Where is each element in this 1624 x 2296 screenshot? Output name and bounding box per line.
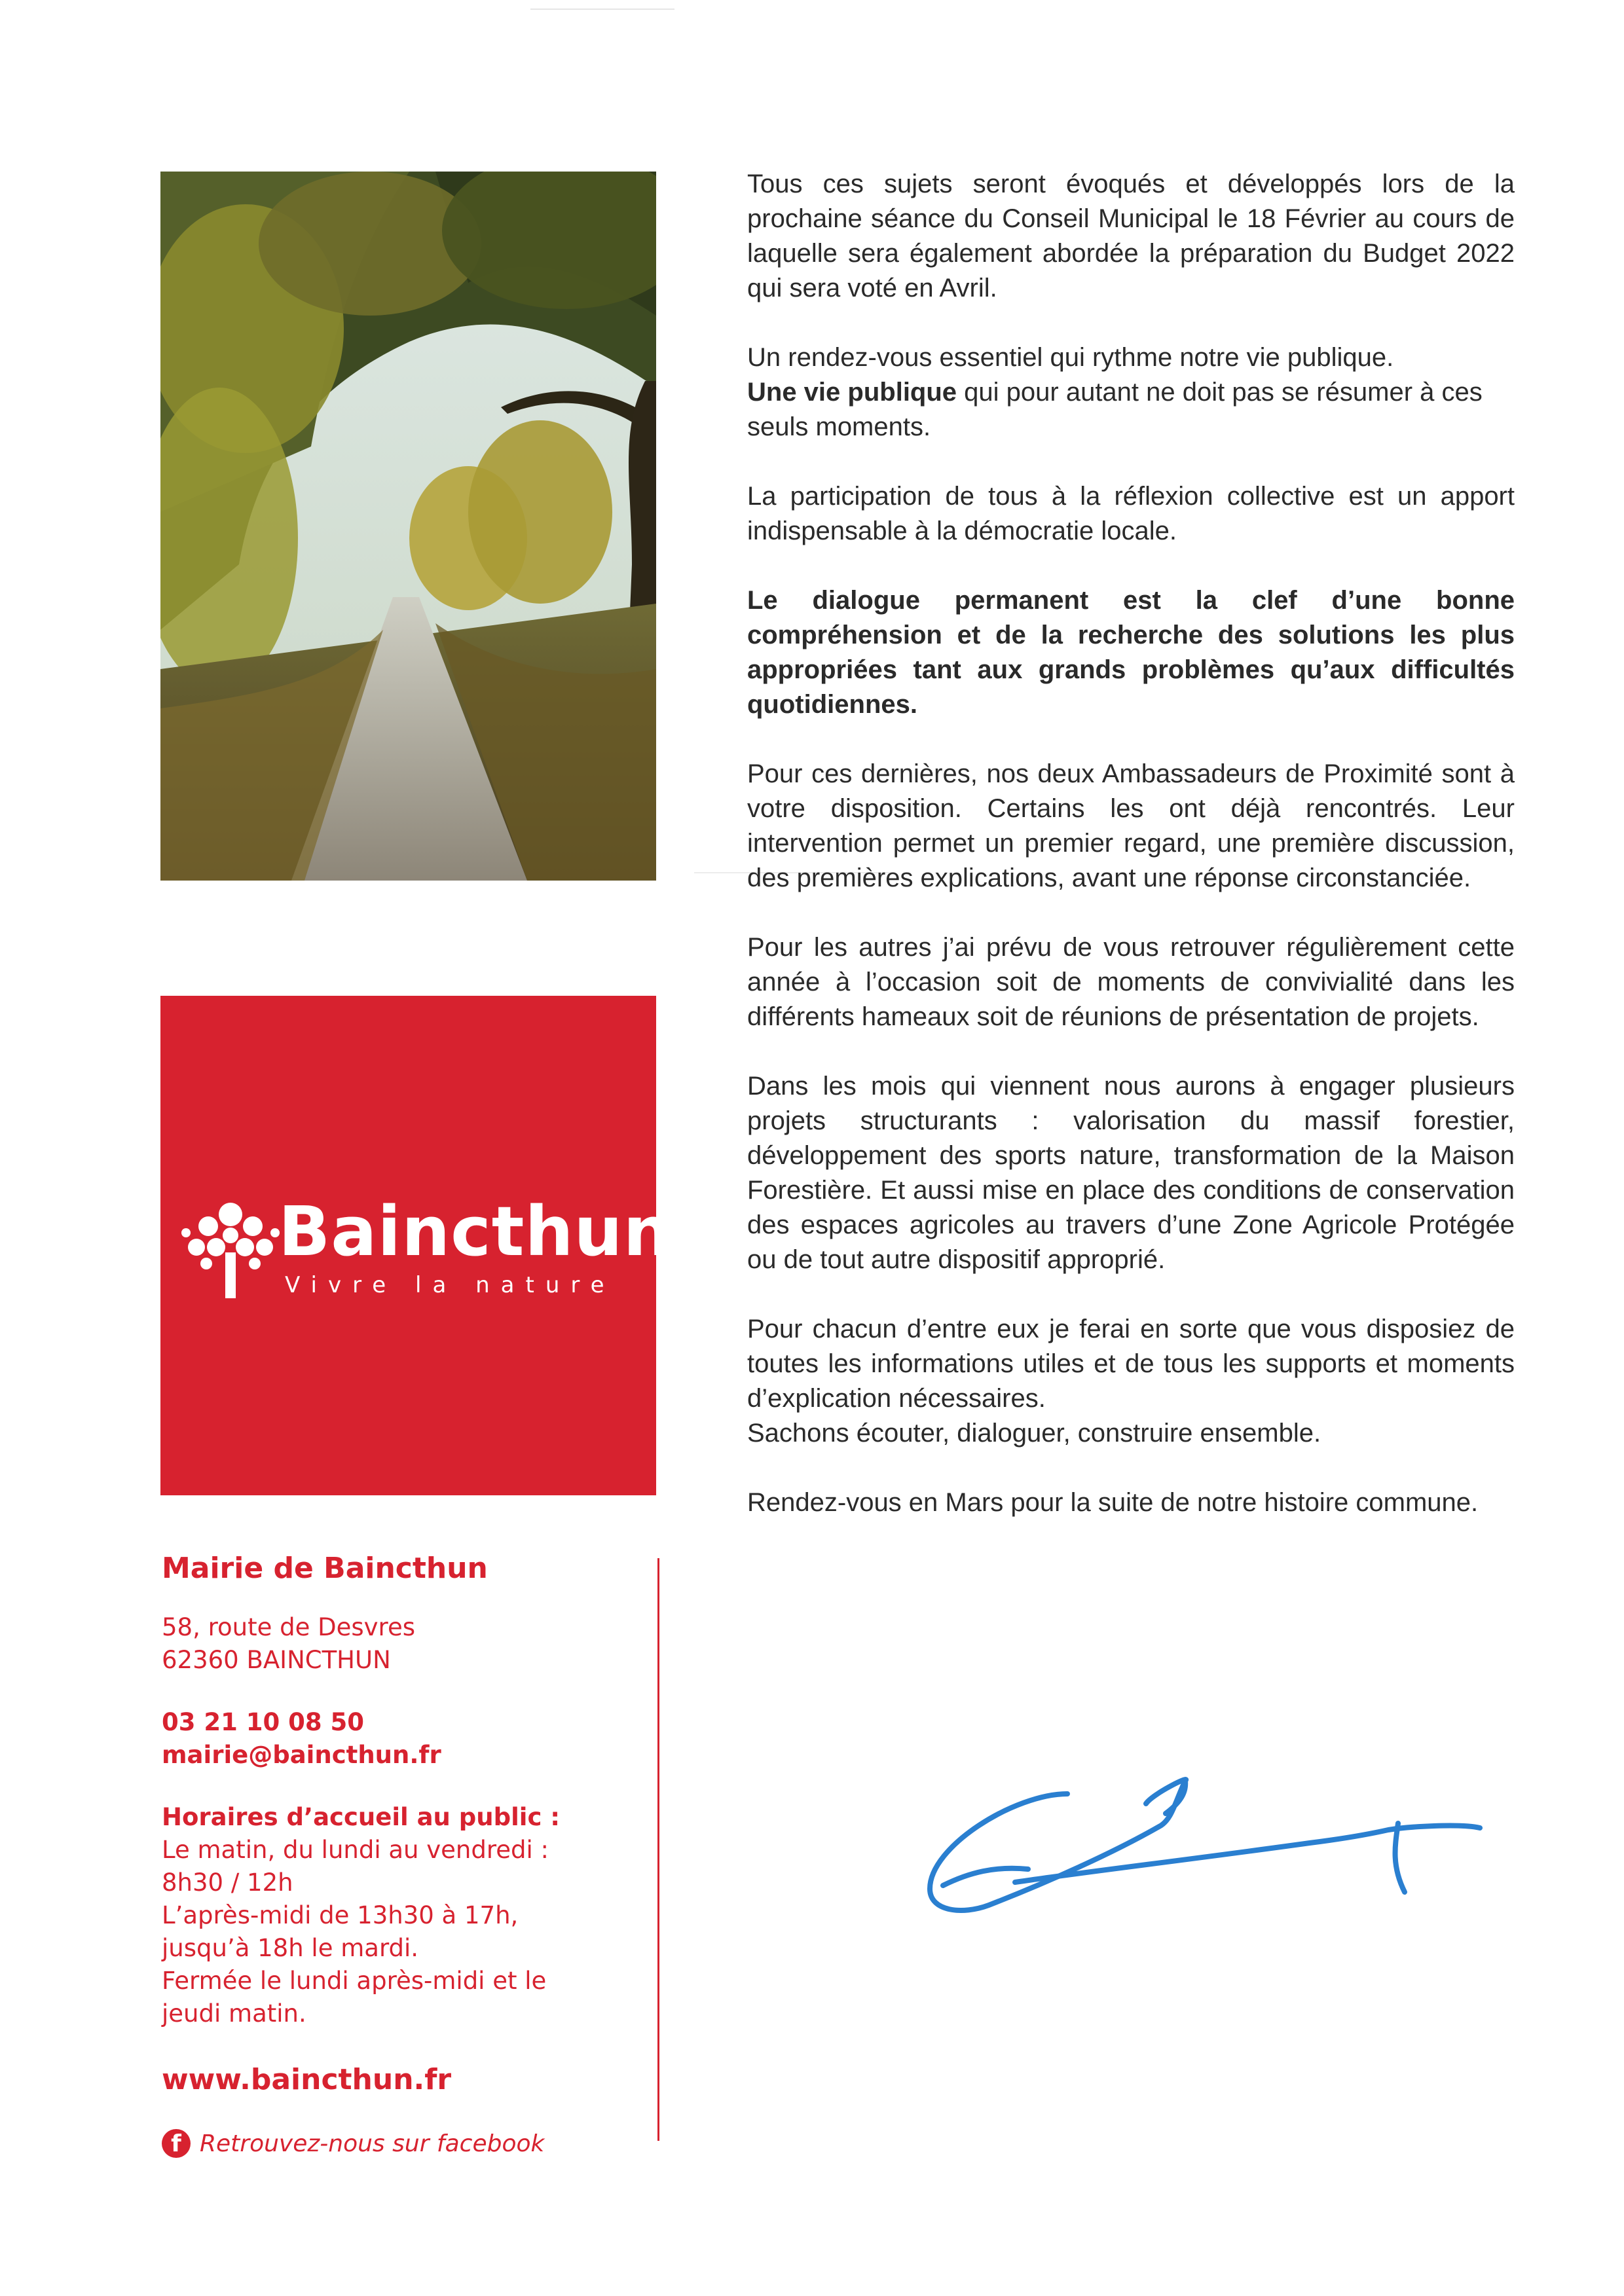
hours-line: jeudi matin. [162,1999,306,2028]
contact-title: Mairie de Baincthun [162,1552,488,1585]
hours-title: Horaires d’accueil au public : [162,1803,561,1831]
paragraph-line: Un rendez-vous essentiel qui rythme notre vie publique. [747,343,1394,372]
forest-path-photo [160,172,656,881]
facebook-label: Retrouvez-nous sur facebook [200,2130,545,2157]
paragraph: Dans les mois qui viennent nous aurons à engager plusieurs projets structurants : valorisation du massif forestier, développement des sports nature, transformation de la Maison Forestière. Et aussi mise en place des conditions de conservation des espaces agricoles au travers d’une Zone Agricole Protégée ou de tout autre dispositif approprié. [747,1072,1515,1274]
logo-tagline: Vivre la nature [285,1272,616,1298]
hours-line: L’après-midi de 13h30 à 17h, [162,1901,519,1929]
address-line: 62360 BAINCTHUN [162,1646,391,1674]
paragraph: Pour les autres j’ai prévu de vous retrouver régulièrement cette année à l’occasion soit de moments de convivialité dans les différents hameaux soit de réunions de présentation de projets. [747,933,1515,1031]
website-link[interactable]: www.baincthun.fr [162,2063,452,2096]
email-link[interactable]: mairie@baincthun.fr [162,1741,441,1769]
paragraph-emphasis: Une vie publique [747,378,957,407]
contact-block [162,1552,633,2158]
hours-line: jusqu’à 18h le mardi. [162,1934,419,1962]
paragraph-line: Pour chacun d’entre eux je ferai en sorte que vous disposiez de toutes les informations utiles et de tous les supports et moments d’explication nécessaires. [747,1315,1515,1413]
logo-wordmark: Baincthun [278,1192,673,1271]
paragraph: Pour ces dernières, nos deux Ambassadeurs de Proximité sont à votre disposition. Certains les ont déjà rencontrés. Leur intervention permet un premier regard, une première discussion, des premières explications, avant une réponse circonstanciée. [747,759,1515,892]
contact-divider [657,1558,659,2141]
signature [917,1755,1506,1925]
paragraph [747,1312,1515,1451]
paragraph-line: Sachons écouter, dialoguer, construire ensemble. [747,1419,1321,1448]
paragraph-bold: Le dialogue permanent est la clef d’une bonne compréhension et de la recherche des solutions les plus appropriées tant aux grands problèmes qu’aux difficultés quotidiennes. [747,586,1515,719]
paragraph [747,340,1515,445]
tree-logo-icon [177,1195,285,1300]
hours-line: 8h30 / 12h [162,1868,293,1897]
address-line: 58, route de Desvres [162,1613,416,1641]
letter-body [747,167,1515,1555]
facebook-link[interactable] [162,2129,633,2158]
hours-line: Fermée le lundi après-midi et le [162,1967,547,1995]
hours-line: Le matin, du lundi au vendredi : [162,1836,549,1864]
paragraph: Rendez-vous en Mars pour la suite de notre histoire commune. [747,1488,1479,1517]
paragraph-line: qui pour autant ne doit pas se résumer à ces seuls moments. [747,378,1483,441]
paragraph: La participation de tous à la réflexion collective est un apport indispensable à la démocratie locale. [747,482,1515,545]
facebook-icon: f [162,2129,191,2158]
paragraph: Tous ces sujets seront évoqués et développés lors de la prochaine séance du Conseil Municipal le 18 Février au cours de laquelle sera également abordée la préparation du Budget 2022 qui sera voté en Avril. [747,170,1515,302]
scan-artifact [530,9,674,10]
phone-number: 03 21 10 08 50 [162,1708,364,1736]
